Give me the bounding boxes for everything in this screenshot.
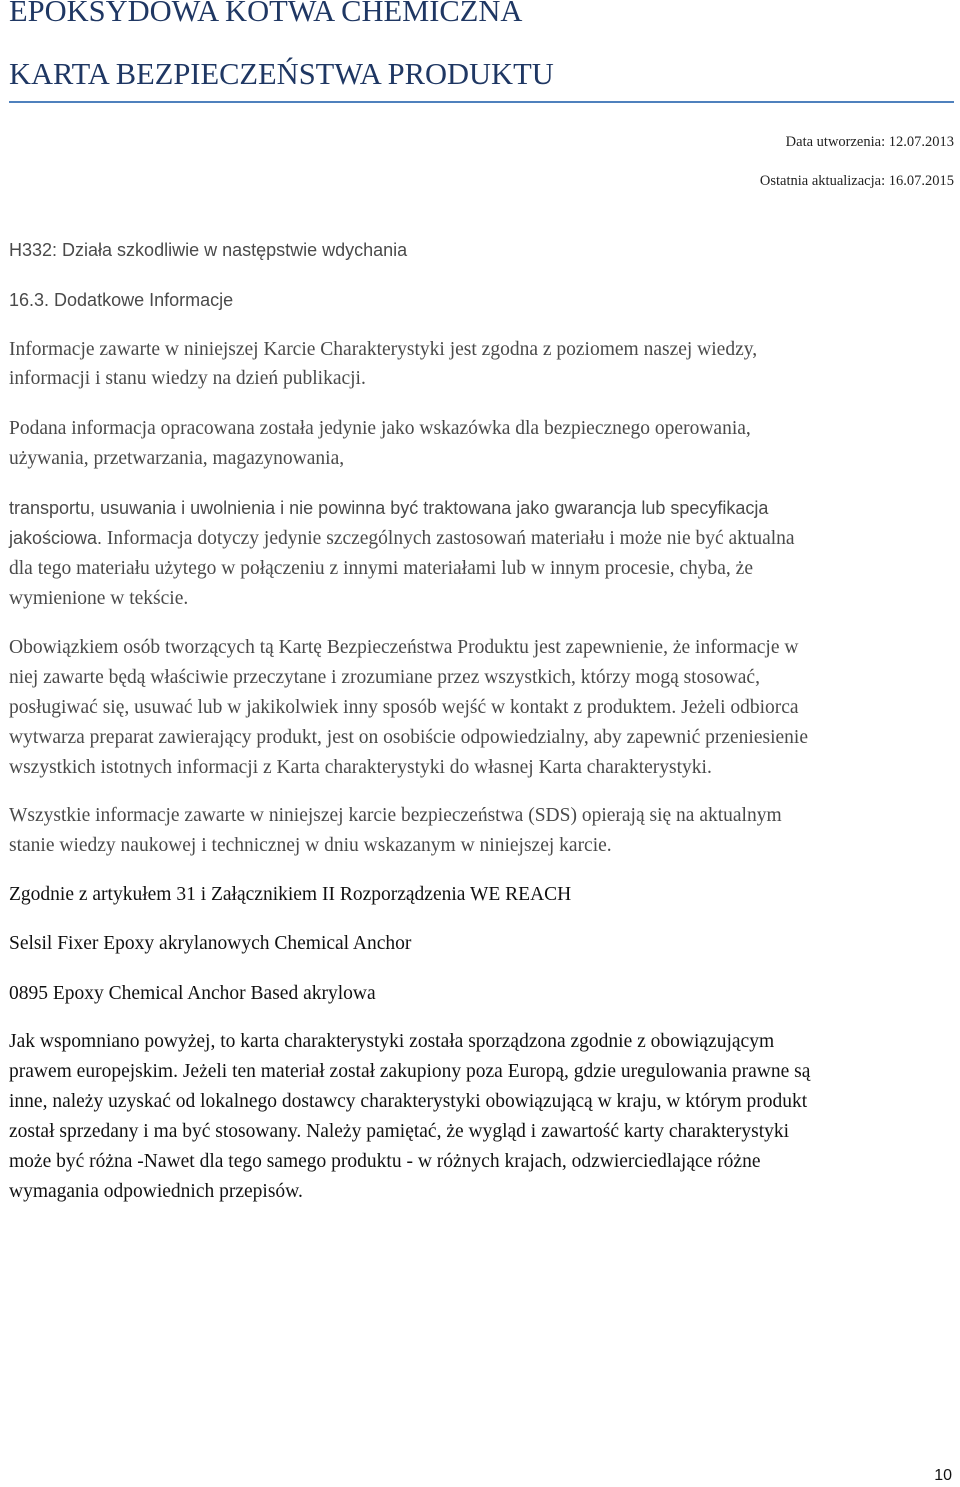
paragraph-1-line-2: informacji i stanu wiedzy na dzień publikacji.	[9, 368, 366, 389]
paragraph-5-line-1: Wszystkie informacje zawarte w niniejszej karcie bezpieczeństwa (SDS) opierają się na aktualnym	[9, 805, 782, 826]
paragraph-4-line-5: wszystkich istotnych informacji z Karta charakterystyki do własnej Karta charakterystyki.	[9, 757, 712, 778]
paragraph-4-line-2: niej zawarte będą właściwie przeczytane i zrozumiane przez wszystkich, którzy mogą stosować,	[9, 667, 760, 688]
paragraph-6-line-3: inne, należy uzyskać od lokalnego dostawcy charakterystyki obowiązującą w kraju, w którym produkt	[9, 1091, 808, 1112]
reach-regulation-line: Zgodnie z artykułem 31 i Załącznikiem II Rozporządzenia WE REACH	[9, 884, 572, 905]
paragraph-2-line-1: Podana informacja opracowana została jedynie jako wskazówka dla bezpiecznego operowania,	[9, 418, 751, 439]
paragraph-4-line-3: posługiwać się, usuwać lub w jakikolwiek inny sposób wejść w kontakt z produktem. Jeżeli odbiorca	[9, 697, 799, 718]
product-name-line-2: 0895 Epoxy Chemical Anchor Based akrylowa	[9, 983, 376, 1004]
page-number: 10	[934, 1467, 952, 1484]
paragraph-6-line-5: może być różna -Nawet dla tego samego produktu - w różnych krajach, odzwierciedlające różne	[9, 1151, 761, 1172]
document-title-line-1: EPOKSYDOWA KOTWA CHEMICZNA	[9, 0, 523, 28]
document-title-line-2: KARTA BEZPIECZEŃSTWA PRODUKTU	[9, 57, 554, 91]
paragraph-5-line-2: stanie wiedzy naukowej i technicznej w dniu wskazanym w niniejszej karcie.	[9, 835, 612, 856]
section-heading-16-3: 16.3. Dodatkowe Informacje	[9, 290, 234, 310]
paragraph-4-line-4: wytwarza preparat zawierający produkt, jest on osobiście odpowiedzialny, aby zapewnić przeniesienie	[9, 727, 808, 748]
paragraph-6-line-4: został sprzedany i ma być stosowany. Należy pamiętać, że wygląd i zawartość karty charakterystyki	[9, 1121, 790, 1142]
paragraph-6-line-1: Jak wspomniano powyżej, to karta charakterystyki została sporządzona zgodnie z obowiązującym	[9, 1031, 775, 1052]
hazard-statement-h332: H332: Działa szkodliwie w następstwie wdychania	[9, 240, 408, 260]
last-update-date: Ostatnia aktualizacja: 16.07.2015	[759, 173, 954, 189]
paragraph-4-line-1: Obowiązkiem osób tworzących tą Kartę Bezpieczeństwa Produktu jest zapewnienie, że informacje w	[9, 637, 799, 658]
paragraph-1-line-1: Informacje zawarte w niniejszej Karcie Charakterystyki jest zgodna z poziomem naszej wiedzy,	[9, 339, 758, 360]
paragraph-6-line-6: wymagania odpowiednich przepisów.	[9, 1181, 303, 1202]
paragraph-3-line-1: transportu, usuwania i uwolnienia i nie powinna być traktowana jako gwarancja lub specyfikacja	[9, 498, 769, 518]
paragraph-6-line-2: prawem europejskim. Jeżeli ten materiał został zakupiony poza Europą, gdzie uregulowania prawne są	[9, 1061, 811, 1082]
paragraph-3-line-2-sans: jakościowa.	[9, 528, 103, 548]
creation-date: Data utworzenia: 12.07.2013	[785, 134, 954, 150]
paragraph-3-line-2-serif: Informacja dotyczy jedynie szczególnych zastosowań materiału i może nie być aktualna	[102, 528, 795, 549]
header-divider	[9, 101, 954, 103]
paragraph-2-line-2: używania, przetwarzania, magazynowania,	[9, 448, 345, 469]
paragraph-3-line-4: wymienione w tekście.	[9, 588, 189, 609]
product-name-line-1: Selsil Fixer Epoxy akrylanowych Chemical Anchor	[9, 933, 412, 954]
paragraph-3-line-3: dla tego materiału użytego w połączeniu z innymi materiałami lub w innym procesie, chyba, że	[9, 558, 753, 579]
paragraph-3-line-2	[9, 529, 954, 549]
